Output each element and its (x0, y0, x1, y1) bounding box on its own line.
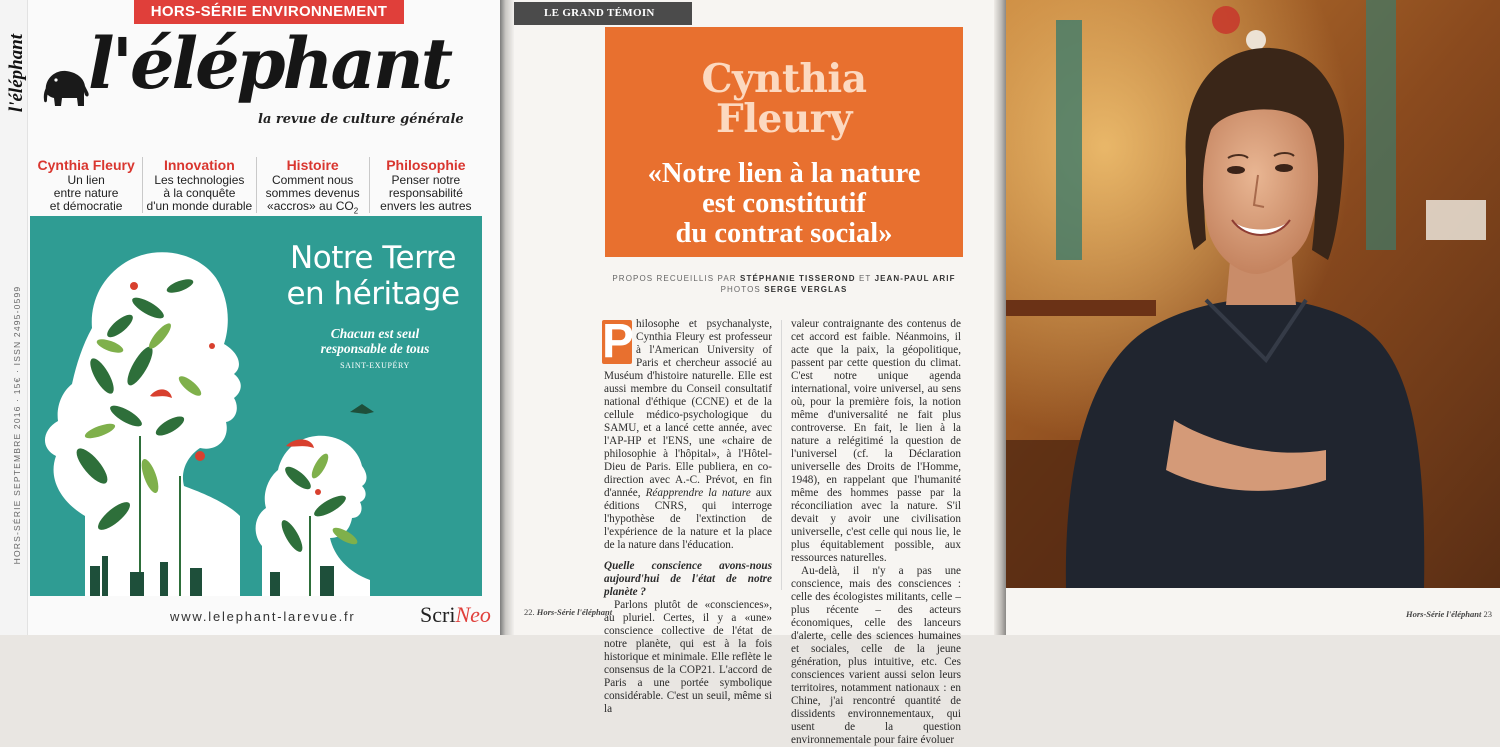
spine-logo: l'éléphant (6, 33, 27, 113)
teaser-line: responsabilité (388, 186, 463, 200)
credits-label: PROPOS RECUEILLIS PAR (612, 274, 737, 283)
title-block (605, 27, 963, 257)
credits-label: ET (858, 274, 872, 283)
headline-line: en héritage (286, 276, 460, 312)
teaser-line: d'un monde durable (146, 199, 253, 213)
magazine-subtitle: la revue de culture générale (258, 112, 464, 127)
headline-line: Notre Terre (290, 240, 456, 276)
article-credits (605, 273, 963, 295)
quote-line: Chacun est seul (330, 326, 420, 341)
author-name: STÉPHANIE TISSEROND (740, 274, 856, 283)
teaser-line: Un lien (67, 173, 105, 187)
teaser-line: sommes devenus (265, 186, 360, 200)
hors-serie-banner: HORS-SÉRIE ENVIRONNEMENT (134, 0, 404, 24)
page-number: 23 (1483, 609, 1492, 619)
title-line: est constitutif (702, 188, 866, 219)
page-gutter (500, 0, 514, 635)
portrait-photo (1006, 0, 1500, 588)
magazine-title: l'éléphant (88, 22, 451, 105)
article-left-page (514, 0, 994, 746)
magazine-cover (0, 0, 500, 635)
teaser-heading: Innovation (163, 157, 235, 173)
masthead (40, 22, 480, 127)
article-column-1 (602, 315, 773, 716)
publisher-part: Scri (420, 602, 456, 627)
name-line: Cynthia (701, 56, 867, 102)
cover-spine (0, 0, 28, 635)
teaser-line: envers les autres (380, 199, 472, 213)
paragraph: valeur contraignante des contenus de cet accord est faible. Néanmoins, il acte que la paix, la géopolitique, passent par cette question du climat. C'est notre unique agenda international, voire universel, au sens où, pour la première fois, la notion même d'universalité ne fait plus controverse. En fait, le lien à la nature a relégitimé la question de l'universel (cf. la Déclaration universelle des Droits de l'Homme, 1948), en rappelant que l'humanité même des hommes passe par la réconciliation avec la nature. S'il devait y avoir une civilisation universelle, c'est celle qui nous lie, le plus équitablement possible, aux ressources naturelles. (791, 318, 961, 564)
teaser-heading: Histoire (286, 157, 339, 173)
interviewee-name (605, 56, 963, 142)
article-right-page (1006, 0, 1500, 635)
teaser-line: entre nature (53, 186, 119, 200)
drop-cap: P (602, 315, 635, 368)
teaser-item (256, 157, 369, 216)
name-line: Fleury (716, 96, 852, 142)
article-column-2 (791, 318, 961, 747)
author-name: JEAN-PAUL ARIF (874, 274, 956, 283)
teaser-item (30, 157, 142, 213)
teaser-line: Comment nous (271, 173, 354, 187)
page-gutter (994, 0, 1006, 635)
quote-author: SAINT-EXUPÉRY (340, 361, 410, 370)
cover-teasers (30, 157, 482, 216)
teaser-item (369, 157, 482, 213)
page-folio-right (1406, 609, 1492, 619)
cover-illustration (30, 216, 482, 596)
paragraph: Parlons plutôt de «consciences», au pluriel. Certes, il y a «une» conscience collective de l'état de notre planète, qui est à la fois historique et minimale. Elle reflète le consensus de la COP21. L'accord de Paris a une portée symbolique considérable. C'est un seuil, même si la (604, 599, 772, 715)
teaser-heading: Philosophie (386, 157, 466, 173)
teaser-line: «accros» au CO (267, 199, 354, 213)
teaser-line: et démocratie (49, 199, 123, 213)
website-url: www.lelephant-larevue.fr (170, 609, 356, 624)
quote-line: responsable de tous (320, 341, 430, 356)
teaser-line: Penser notre (391, 173, 461, 187)
spine-issue-text: HORS-SÉRIE SEPTEMBRE 2016 · 15€ · ISSN 2495-0599 (12, 285, 22, 565)
credits-label: PHOTOS (720, 285, 761, 294)
page-folio-left (524, 607, 612, 617)
paragraph-text: aux éditions CNRS, qui interroge l'hypothèse de l'extinction de l'expérience de la nature et la place de la nature dans l'éducation. (604, 487, 773, 551)
section-tag: LE GRAND TÉMOIN (514, 2, 692, 25)
teaser-heading: Cynthia Fleury (37, 157, 135, 173)
interview-question: Quelle conscience avons-nous aujourd'hui de l'état de notre planète ? (604, 560, 772, 598)
folio-title: Hors-Série l'éléphant (536, 607, 613, 617)
page-number: 22. (524, 607, 535, 617)
article-title (605, 159, 963, 249)
book-title: Réapprendre la nature (645, 487, 751, 499)
elephant-logo-icon (40, 62, 92, 110)
cover-quote (275, 326, 475, 356)
publisher-logo (420, 602, 491, 628)
photographer-name: SERGE VERGLAS (764, 285, 848, 294)
folio-title: Hors-Série l'éléphant (1406, 609, 1482, 619)
title-line: du contrat social» (675, 218, 893, 249)
portrait-image (1006, 0, 1500, 588)
paragraph: Au-delà, il n'y a pas une conscience, mais des consciences : celle des écologistes militants, celle – plus récente – des acteurs économiques, celle des lanceurs d'alerte, celle des sciences humaines et sociales, celle de la jeune génération, plus intuitive, etc. Ces consciences varient aussi selon leurs territoires, notamment nationaux : en Chine, j'ai rencontré quantité de dissidents environnementaux, qui usent de la question environnementale pour faire évoluer (791, 565, 961, 746)
teaser-line: à la conquête (163, 186, 236, 200)
paragraph-text: hilosophe et psychanalyste, Cynthia Fleury est professeur à l'American University of Paris et chercheur associé au Muséum d'histoire naturelle. Elle est aussi membre du Conseil consultatif national d'éthique (CCNE) et de la cellule médico-psychologique du SAMU, et a lancé cette année, avec l'AP-HP et l'ENS, une «chaire de philosophie à l'hôpital», à l'Hôtel-Dieu de Paris. Elle publiera, en co-direction avec A.-C. Prévot, en fin d'année, (604, 318, 772, 499)
cover-headline (268, 240, 478, 312)
teaser-item (142, 157, 255, 213)
teaser-line: Les technologies (154, 173, 245, 187)
title-line: «Notre lien à la nature (647, 158, 921, 189)
teaser-subscript: 2 (353, 206, 359, 216)
publisher-part: Neo (455, 602, 491, 627)
column-divider (781, 320, 782, 590)
